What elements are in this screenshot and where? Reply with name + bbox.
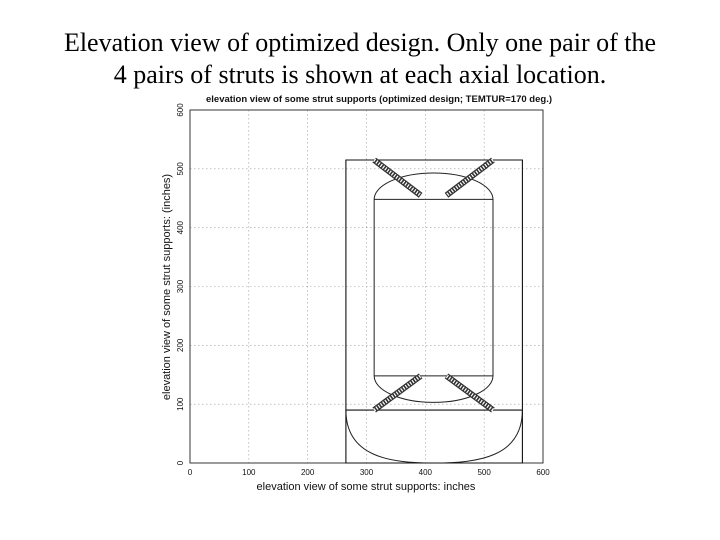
x-tick-label-300: 300 bbox=[359, 468, 374, 477]
y-tick-label-300: 300 bbox=[176, 279, 185, 294]
y-tick-label-100: 100 bbox=[176, 397, 185, 411]
y-tick-label-500: 500 bbox=[176, 162, 185, 176]
y-tick-label-200: 200 bbox=[176, 338, 185, 353]
x-axis-label: elevation view of some strut supports: inches bbox=[256, 481, 476, 493]
x-tick-label-400: 400 bbox=[418, 468, 433, 477]
tank-outline bbox=[374, 173, 493, 402]
y-tick-label-400: 400 bbox=[176, 220, 185, 235]
y-tick-label-0: 0 bbox=[176, 460, 185, 466]
tick-labels bbox=[176, 103, 550, 477]
y-axis-label: elevation view of some strut supports: (inches) bbox=[161, 173, 173, 401]
support-frame bbox=[346, 160, 523, 463]
bottom-cradle bbox=[346, 410, 523, 463]
x-tick-label-600: 600 bbox=[536, 468, 550, 477]
x-tick-label-0: 0 bbox=[187, 468, 193, 477]
strut-3 bbox=[374, 376, 420, 410]
strut-2 bbox=[447, 160, 493, 195]
slide-title-line-1: Elevation view of optimized design. Only one pair of the bbox=[63, 28, 657, 57]
y-tick-label-600: 600 bbox=[176, 103, 185, 117]
x-tick-label-100: 100 bbox=[242, 468, 256, 477]
x-tick-label-200: 200 bbox=[300, 468, 315, 477]
structure-drawing bbox=[346, 160, 523, 463]
x-tick-label-500: 500 bbox=[477, 468, 491, 477]
figure-title: elevation view of some strut supports (optimized design; TEMTUR=170 deg.) bbox=[205, 94, 553, 105]
slide-title-line-2: 4 pairs of struts is shown at each axial location. bbox=[113, 60, 607, 89]
strut-1 bbox=[374, 160, 420, 195]
strut-4 bbox=[447, 376, 493, 410]
